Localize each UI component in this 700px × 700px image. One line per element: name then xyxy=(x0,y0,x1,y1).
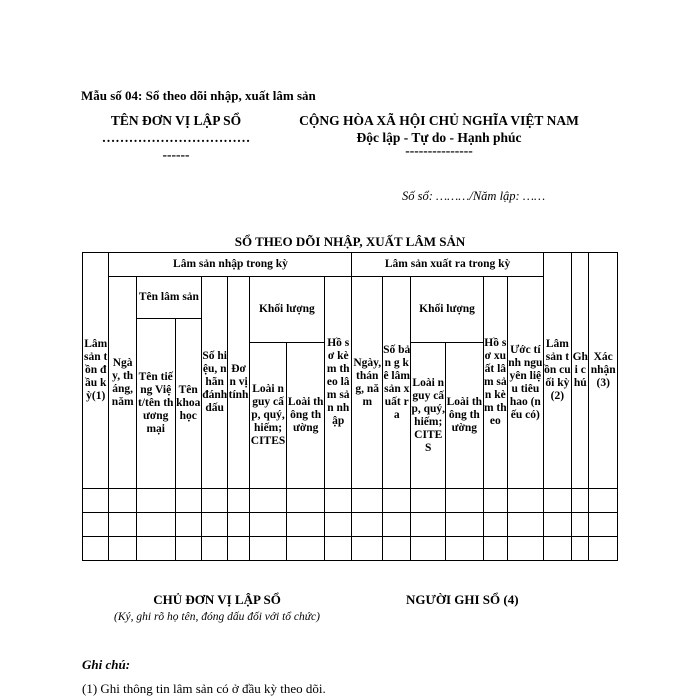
table-cell xyxy=(382,489,410,513)
form-title: Mẫu số 04: Sổ theo dõi nhập, xuất lâm sản xyxy=(81,88,316,103)
table-cell xyxy=(175,489,201,513)
table-cell xyxy=(109,513,136,537)
table-cell xyxy=(382,513,410,537)
table-cell xyxy=(446,513,484,537)
table-cell xyxy=(201,537,227,561)
table-cell xyxy=(228,513,249,537)
table-cell xyxy=(228,489,249,513)
table-row xyxy=(83,513,618,537)
table-row xyxy=(83,537,618,561)
group-import-header: Lâm sản nhập trong kỳ xyxy=(109,253,352,277)
note-item-1: (1) Ghi thông tin lâm sản có ở đầu kỳ theo dõi. xyxy=(82,681,326,696)
table-cell xyxy=(352,489,383,513)
table-cell xyxy=(201,489,227,513)
group-species-name-header: Tên lâm sản xyxy=(136,277,201,319)
unit-dots: …………………………… xyxy=(101,130,251,145)
col-export-list-header: Số bản g kê lâm sản xuất ra xyxy=(382,277,410,489)
table-cell xyxy=(543,513,571,537)
table-cell xyxy=(589,513,618,537)
table-cell xyxy=(175,513,201,537)
col-vietnamese-name-header: Tên tiếng Việt/tên thương mại xyxy=(136,319,175,489)
notes-label: Ghi chú: xyxy=(82,657,131,672)
col-export-date-header: Ngày, tháng, năm xyxy=(352,277,383,489)
table-cell xyxy=(483,537,507,561)
nation-motto: Độc lập - Tự do - Hạnh phúc xyxy=(356,130,522,145)
col-import-date-header: Ngày, tháng, năm xyxy=(109,277,136,489)
table-cell xyxy=(508,489,544,513)
col-unit-header: Đơn vị tính xyxy=(228,277,249,489)
table-cell xyxy=(589,537,618,561)
table-cell xyxy=(109,489,136,513)
unit-dash: ------ xyxy=(162,147,190,162)
nation-name: CỘNG HÒA XÃ HỘI CHỦ NGHĨA VIỆT NAM xyxy=(299,113,579,128)
group-export-header: Lâm sản xuất ra trong kỳ xyxy=(352,253,543,277)
table-cell xyxy=(228,537,249,561)
table-cell xyxy=(324,537,352,561)
table-cell xyxy=(201,513,227,537)
table-cell xyxy=(572,489,589,513)
table-cell xyxy=(249,513,287,537)
table-cell xyxy=(287,513,325,537)
table-cell xyxy=(411,537,446,561)
col-confirm-header: Xác nhận (3) xyxy=(589,253,618,489)
ledger-table xyxy=(82,252,618,561)
table-cell xyxy=(352,537,383,561)
owner-signature-subtitle: (Ký, ghi rõ họ tên, đóng dấu đối với tổ chức) xyxy=(114,611,320,623)
table-cell xyxy=(411,489,446,513)
col-import-dossier-header: Hồ sơ kèm theo lâm sản nhập xyxy=(324,277,352,489)
col-import-common-header: Loài thông thường xyxy=(287,343,325,489)
table-cell xyxy=(446,489,484,513)
col-scientific-name-header: Tên khoa học xyxy=(175,319,201,489)
table-cell xyxy=(287,537,325,561)
nation-block xyxy=(286,112,592,156)
table-cell xyxy=(483,513,507,537)
table-cell xyxy=(508,513,544,537)
table-cell xyxy=(446,537,484,561)
unit-label: TÊN ĐƠN VỊ LẬP SỔ xyxy=(110,113,242,128)
table-cell xyxy=(411,513,446,537)
table-cell xyxy=(543,537,571,561)
table-cell xyxy=(508,537,544,561)
table-cell xyxy=(175,537,201,561)
table-cell xyxy=(572,513,589,537)
table-cell xyxy=(352,513,383,537)
table-cell xyxy=(483,489,507,513)
table-cell xyxy=(589,489,618,513)
table-cell xyxy=(109,537,136,561)
table-cell xyxy=(83,489,109,513)
owner-signature-title: CHỦ ĐƠN VỊ LẬP SỔ xyxy=(153,592,281,607)
table-cell xyxy=(249,537,287,561)
table-cell xyxy=(382,537,410,561)
table-cell xyxy=(83,537,109,561)
table-row xyxy=(83,489,618,513)
table-cell xyxy=(249,489,287,513)
table-cell xyxy=(324,513,352,537)
group-export-volume-header: Khối lượng xyxy=(411,277,483,343)
col-loss-estimate-header: Ước tính nguyên liệu tiêu hao (nếu có) xyxy=(508,277,544,489)
col-closing-header: Lâm sản tồn cuối kỳ(2) xyxy=(543,253,571,489)
table-cell xyxy=(543,489,571,513)
table-cell xyxy=(83,513,109,537)
table-cell xyxy=(287,489,325,513)
book-number: Số sổ: ………/Năm lập: …… xyxy=(402,189,546,203)
table-cell xyxy=(136,513,175,537)
col-export-common-header: Loài thông thường xyxy=(446,343,484,489)
table-cell xyxy=(136,537,175,561)
owner-signature-block xyxy=(82,592,352,623)
table-cell xyxy=(572,537,589,561)
col-import-rare-header: Loài nguy cấp, quý, hiếm; CITES xyxy=(249,343,287,489)
col-opening-header: Lâm sản tồn đầu kỳ(1) xyxy=(83,253,109,489)
group-import-volume-header: Khối lượng xyxy=(249,277,324,343)
table-cell xyxy=(136,489,175,513)
col-export-dossier-header: Hồ sơ xuất lâm sản kèm theo xyxy=(483,277,507,489)
table-cell xyxy=(324,489,352,513)
col-note-header: Ghi chú xyxy=(572,253,589,489)
recorder-signature-title: NGƯỜI GHI SỔ (4) xyxy=(406,592,519,607)
unit-block xyxy=(82,112,270,163)
col-document-number-header: Số hiệu, nhãn đánh dấu xyxy=(201,277,227,489)
book-title: SỔ THEO DÕI NHẬP, XUẤT LÂM SẢN xyxy=(234,234,466,249)
col-export-rare-header: Loài nguy cấp, quý, hiếm; CITES xyxy=(411,343,446,489)
nation-rule: --------------- xyxy=(405,143,473,158)
